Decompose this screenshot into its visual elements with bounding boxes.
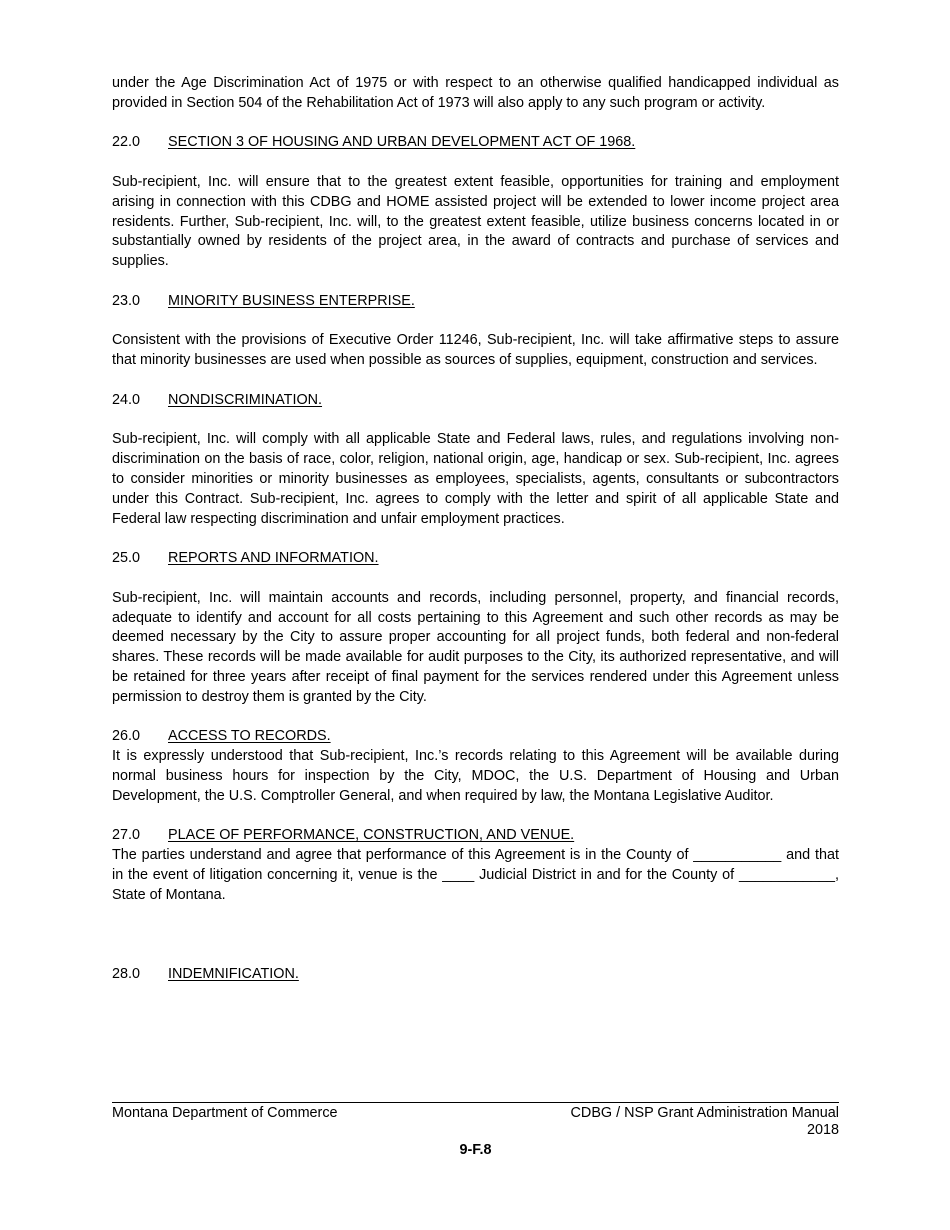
section-number: 23.0 [112,292,141,309]
section-body-24: Sub-recipient, Inc. will comply with all applicable State and Federal laws, rules, and regulations involving non-discrimination on the basis of race, color, religion, national origin, age, handicap or sex. Sub-recipient, Inc. agrees to consider minorities or minority businesses as employees, specialists, agents, consultants or subcontractors under this Contract. Sub-recipient, Inc. agrees to comply with the letter and spirit of all applicable State and Federal law respecting discrimination and unfair employment practices. [112,431,839,527]
section-title: PLACE OF PERFORMANCE, CONSTRUCTION, AND VENUE. [168,827,575,844]
footer-department: Montana Department of Commerce [112,1105,338,1121]
section-26 [112,727,839,806]
section-number: 27.0 [112,827,141,844]
section-body-22: Sub-recipient, Inc. will ensure that to the greatest extent feasible, opportunities for training and employment arising in connection with this CDBG and HOME assisted project will be extended to lower income project area residents. Further, Sub-recipient, Inc. will, to the greatest extent feasible, utilize business concerns located in or substantially owned by residents of the project area, in the award of contracts and purchase of services and supplies. [112,173,839,270]
section-title: REPORTS AND INFORMATION. [168,550,379,567]
page-footer [112,1102,839,1159]
section-body-26: It is expressly understood that Sub-recipient, Inc.’s records relating to this Agreement will be available during normal business hours for inspection by the City, MDOC, the U.S. Department of Housing and Urban Development, the U.S. Comptroller General, and when required by law, the Montana Legislative Auditor. [112,748,839,804]
section-number: 24.0 [112,391,141,408]
page-number: 9-F.8 [459,1142,492,1158]
blank-space [112,925,839,965]
section-25 [112,549,839,707]
section-heading-26 [112,727,839,747]
section-number: 25.0 [112,550,141,567]
section-heading-28 [112,965,839,985]
section-27 [112,826,839,905]
section-heading-23 [112,292,839,312]
section-body-27: The parties understand and agree that performance of this Agreement is in the County of ___________ and that in the event of litigation concerning it, venue is the ____ Judicial District in and for the County of ____________, State of Montana. [112,847,839,903]
section-22 [112,133,839,272]
section-28 [112,965,839,985]
footer-row [112,1105,839,1139]
document-page [112,74,839,1004]
section-24 [112,391,839,530]
section-title: SECTION 3 OF HOUSING AND URBAN DEVELOPMENT ACT OF 1968. [168,134,636,151]
section-number: 22.0 [112,134,141,151]
section-title: ACCESS TO RECORDS. [168,728,331,745]
footer-manual-year: 2018 [806,1122,839,1138]
section-heading-22 [112,133,839,153]
section-heading-24 [112,391,839,411]
section-body-25: Sub-recipient, Inc. will maintain accounts and records, including personnel, property, and financial records, adequate to identify and account for all costs pertaining to this Agreement and such other records as may be deemed necessary by the City to assure proper accounting for all project funds, both federal and non-federal shares. These records will be made available for audit purposes to the City, its authorized representative, and will be retained for three years after receipt of final payment for the services rendered under this Agreement unless permission to destroy them is granted by the City. [112,589,839,705]
section-title: NONDISCRIMINATION. [168,391,323,408]
section-title: MINORITY BUSINESS ENTERPRISE. [168,292,415,309]
section-body-23: Consistent with the provisions of Executive Order 11246, Sub-recipient, Inc. will take affirmative steps to assure that minority businesses are used when possible as sources of supplies, equipment, construction and services. [112,332,839,369]
footer-manual-info [571,1105,839,1139]
section-number: 28.0 [112,965,141,982]
section-heading-25 [112,549,839,569]
section-heading-27 [112,826,839,846]
section-23 [112,292,839,371]
intro-paragraph: under the Age Discrimination Act of 1975 or with respect to an otherwise qualified handicapped individual as provided in Section 504 of the Rehabilitation Act of 1973 will also apply to any such program or activity. [112,75,839,111]
section-number: 26.0 [112,728,141,745]
footer-manual-title: CDBG / NSP Grant Administration Manual [570,1105,839,1121]
section-title: INDEMNIFICATION. [168,965,299,982]
